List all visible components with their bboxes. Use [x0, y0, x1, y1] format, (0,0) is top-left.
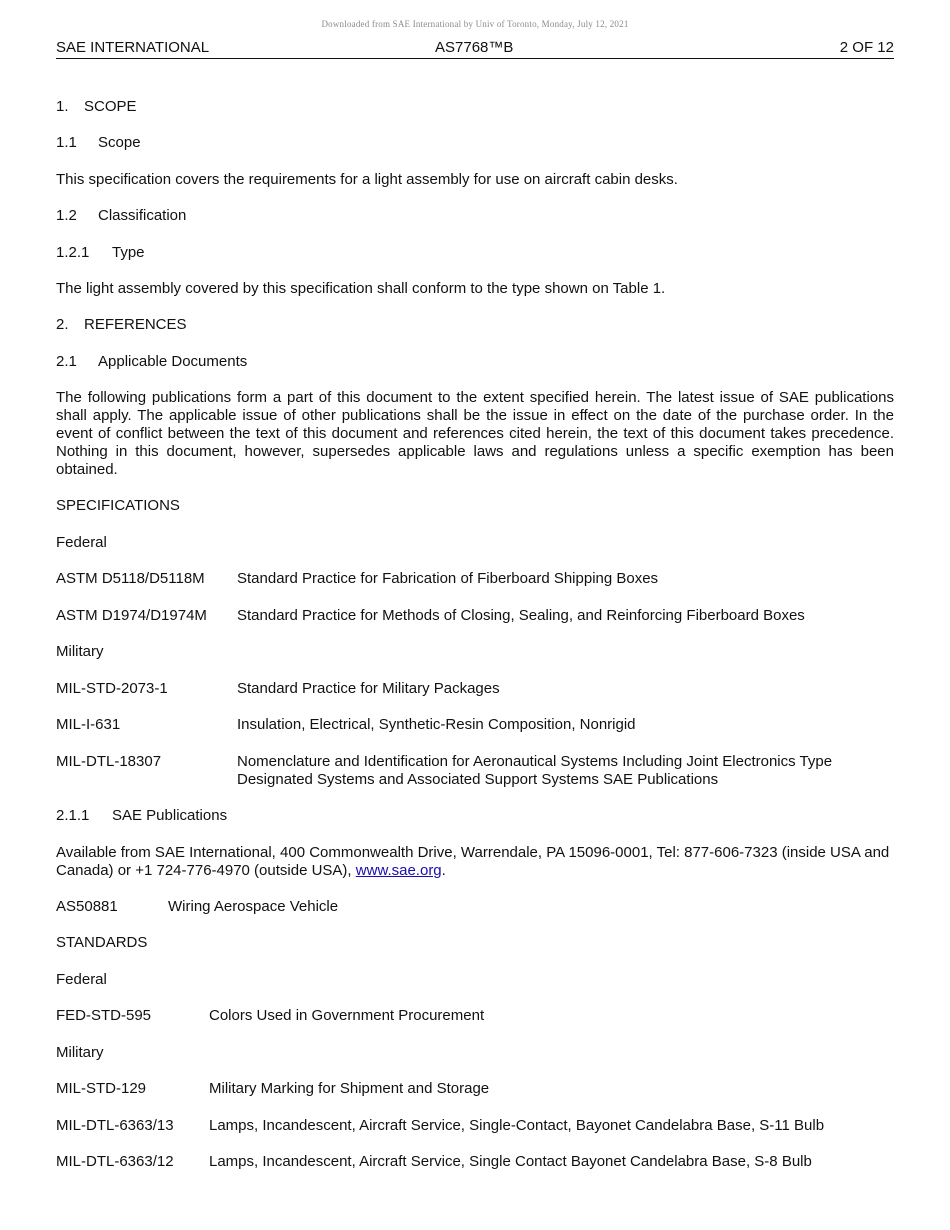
page-header — [56, 39, 894, 59]
reference-title: Nomenclature and Identification for Aeronautical Systems Including Joint Electronics Type Designated Systems and Associated Support Systems SAE Publications — [237, 753, 833, 788]
section-heading-1-2 — [56, 207, 186, 225]
section-title: Classification — [98, 207, 187, 224]
spec-military-heading: Military — [56, 643, 104, 660]
reference-id: MIL-DTL-18307 — [56, 753, 162, 770]
reference-id: MIL-STD-129 — [56, 1080, 147, 1097]
sae-website-link[interactable]: www.sae.org — [355, 862, 442, 879]
header-doc-id: AS7768™B — [435, 39, 514, 56]
section-title: REFERENCES — [84, 316, 187, 333]
header-page-number: 2 OF 12 — [839, 39, 894, 56]
sae-availability-text-end: . — [441, 862, 446, 879]
reference-id: MIL-DTL-6363/13 — [56, 1117, 174, 1134]
section-heading-2-1-1 — [56, 807, 227, 825]
reference-title: Lamps, Incandescent, Aircraft Service, Single Contact Bayonet Candelabra Base, S-8 Bulb — [209, 1153, 812, 1170]
sae-availability-paragraph — [56, 844, 894, 880]
section-title: SCOPE — [84, 98, 137, 115]
section-heading-2-1 — [56, 353, 247, 371]
reference-id: ASTM D5118/D5118M — [56, 570, 205, 587]
std-military-heading: Military — [56, 1044, 104, 1061]
reference-title: Standard Practice for Methods of Closing, Sealing, and Reinforcing Fiberboard Boxes — [237, 607, 805, 624]
reference-id: ASTM D1974/D1974M — [56, 607, 207, 624]
section-title: Scope — [98, 134, 141, 151]
section-number: 2. — [56, 316, 69, 333]
section-title: SAE Publications — [112, 807, 228, 824]
section-number: 1.2 — [56, 207, 77, 224]
applicable-documents-paragraph: The following publications form a part of this document to the extent specified herein. The latest issue of SAE publications shall apply. The applicable issue of other publications shall be the issue in effect on the date of the purchase order. In the event of conflict between the text of this document and references cited herein, the text of this document takes precedence. Nothing in this document, however, supersedes applicable laws and regulations unless a specific exemption has been obtained. — [56, 389, 894, 478]
section-heading-1-1 — [56, 134, 141, 152]
standards-heading: STANDARDS — [56, 934, 148, 951]
section-number: 1. — [56, 98, 69, 115]
reference-id: AS50881 — [56, 898, 118, 915]
download-watermark: Downloaded from SAE International by Univ of Toronto, Monday, July 12, 2021 — [321, 19, 629, 29]
section-number: 2.1.1 — [56, 807, 90, 824]
specifications-heading: SPECIFICATIONS — [56, 497, 180, 514]
reference-title: Lamps, Incandescent, Aircraft Service, Single-Contact, Bayonet Candelabra Base, S-11 Bulb — [209, 1117, 825, 1134]
reference-title: Wiring Aerospace Vehicle — [168, 898, 339, 915]
section-heading-2 — [56, 316, 187, 334]
section-title: Applicable Documents — [98, 353, 248, 370]
section-number: 2.1 — [56, 353, 77, 370]
header-org: SAE INTERNATIONAL — [56, 39, 210, 56]
section-title: Type — [112, 244, 145, 261]
scope-paragraph: This specification covers the requirements for a light assembly for use on aircraft cabin desks. — [56, 171, 678, 188]
reference-title: Insulation, Electrical, Synthetic-Resin Composition, Nonrigid — [237, 716, 636, 733]
section-heading-1 — [56, 98, 137, 116]
spec-federal-heading: Federal — [56, 534, 107, 551]
reference-id: MIL-STD-2073-1 — [56, 680, 168, 697]
reference-title: Military Marking for Shipment and Storage — [209, 1080, 490, 1097]
reference-title: Colors Used in Government Procurement — [209, 1007, 485, 1024]
type-paragraph: The light assembly covered by this specification shall conform to the type shown on Table 1. — [56, 280, 666, 297]
section-number: 1.2.1 — [56, 244, 90, 261]
reference-id: MIL-I-631 — [56, 716, 121, 733]
reference-id: MIL-DTL-6363/12 — [56, 1153, 174, 1170]
reference-title: Standard Practice for Military Packages — [237, 680, 500, 697]
section-number: 1.1 — [56, 134, 77, 151]
sae-availability-text: Available from SAE International, 400 Commonwealth Drive, Warrendale, PA 15096-0001, Tel: 877-606-7323 (inside USA and Canada) or +1 724-776-4970 (outside USA), — [56, 844, 890, 879]
std-federal-heading: Federal — [56, 971, 107, 988]
section-heading-1-2-1 — [56, 244, 145, 262]
reference-title: Standard Practice for Fabrication of Fiberboard Shipping Boxes — [237, 570, 659, 587]
reference-id: FED-STD-595 — [56, 1007, 152, 1024]
